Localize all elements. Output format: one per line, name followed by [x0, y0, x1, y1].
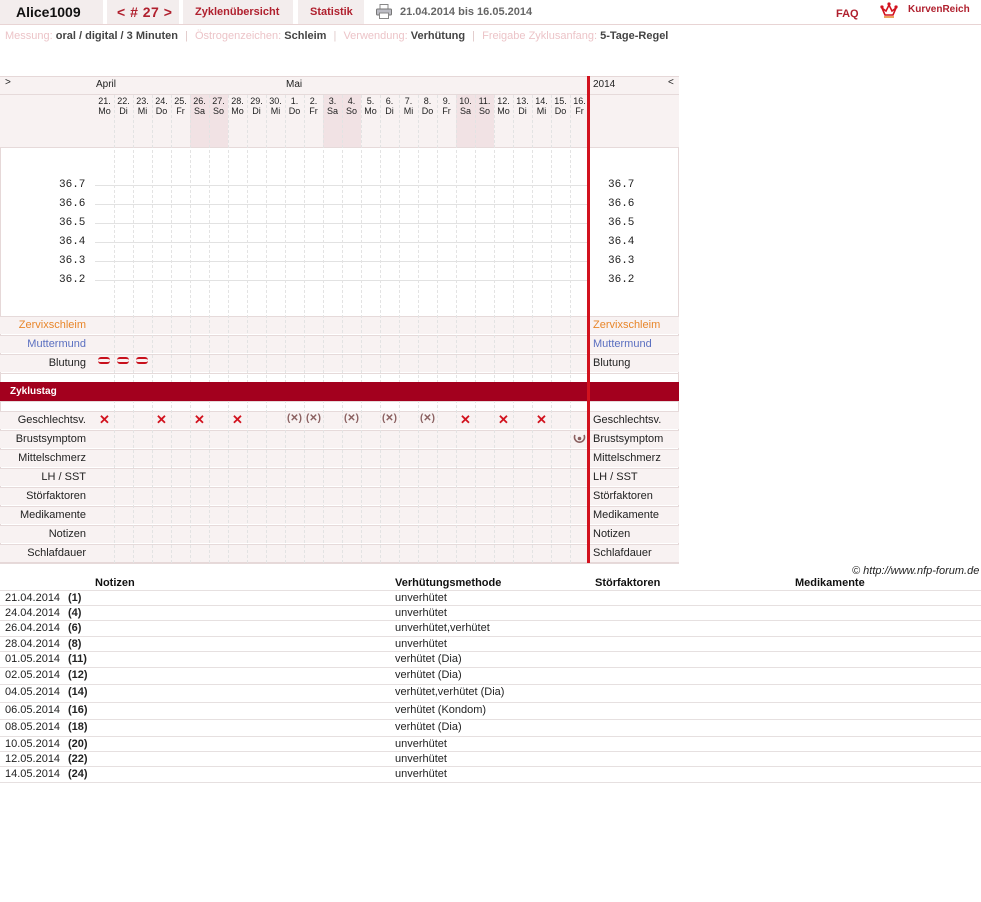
day-date[interactable]: 1.	[290, 96, 299, 106]
note-cycle-day: (4)	[68, 607, 82, 619]
today-marker-line	[587, 76, 590, 563]
day-weekday[interactable]: Do	[421, 106, 434, 116]
day-column-line	[171, 95, 172, 563]
temp-label-right: 36.2	[608, 274, 635, 286]
note-date: 28.04.2014	[5, 638, 61, 650]
day-weekday[interactable]: Sa	[193, 106, 205, 116]
day-column-line	[304, 95, 305, 563]
day-date[interactable]: 3.	[328, 96, 337, 106]
temp-label-left: 36.2	[59, 274, 86, 286]
temp-label-right: 36.6	[608, 198, 635, 210]
day-date[interactable]: 6.	[385, 96, 394, 106]
note-cycle-day: (20)	[68, 738, 88, 750]
note-row	[0, 590, 981, 606]
day-weekday[interactable]: Di	[252, 106, 261, 116]
day-date[interactable]: 13.	[516, 96, 529, 106]
note-date: 01.05.2014	[5, 653, 61, 665]
day-date[interactable]: 11.	[478, 96, 491, 106]
note-cycle-day: (6)	[68, 622, 82, 634]
note-date: 24.04.2014	[5, 607, 61, 619]
day-weekday[interactable]: Fr	[575, 106, 584, 116]
label-notizen: Notizen	[48, 528, 86, 540]
intercourse-unprotected-mark[interactable]: ✕	[156, 412, 167, 427]
day-date[interactable]: 7.	[404, 96, 413, 106]
username: Alice1009	[0, 0, 103, 24]
verwendung-value: Verhütung	[410, 30, 466, 42]
table-bottom-rule	[0, 782, 981, 783]
row-band	[0, 487, 679, 505]
intercourse-unprotected-mark[interactable]: ✕	[99, 412, 110, 427]
day-weekday[interactable]: Di	[518, 106, 527, 116]
row-divider	[0, 506, 679, 507]
logo-text[interactable]: KurvenReich	[908, 4, 970, 15]
note-date: 02.05.2014	[5, 669, 61, 681]
cycle-navigator[interactable]: < # 27 >	[107, 0, 179, 24]
note-method: unverhütet,verhütet	[395, 622, 490, 634]
printer-icon[interactable]	[376, 4, 392, 19]
day-weekday[interactable]: Di	[119, 106, 128, 116]
cycle-settings-bar	[5, 30, 668, 42]
bleeding-mark[interactable]	[98, 357, 110, 364]
row-divider	[0, 563, 679, 564]
day-date[interactable]: 4.	[347, 96, 356, 106]
day-column-line	[190, 95, 191, 563]
separator: |	[185, 30, 188, 42]
note-date: 10.05.2014	[5, 738, 61, 750]
day-weekday[interactable]: Mo	[98, 106, 111, 116]
note-method: verhütet (Dia)	[395, 669, 462, 681]
day-weekday[interactable]: So	[478, 106, 490, 116]
day-weekday[interactable]: Mo	[364, 106, 377, 116]
label-zervixschleim: Zervixschleim	[18, 319, 86, 331]
day-column-line	[456, 95, 457, 563]
intercourse-protected-mark[interactable]: (✕)	[286, 413, 303, 424]
day-weekday[interactable]: Do	[155, 106, 168, 116]
note-row	[0, 684, 981, 700]
chart-scroll-left[interactable]: <	[668, 77, 674, 88]
day-date[interactable]: 26.	[193, 96, 206, 106]
note-cycle-day: (11)	[68, 653, 87, 665]
day-date[interactable]: 14.	[535, 96, 548, 106]
label-lh-sst: LH / SST	[41, 471, 86, 483]
col-header-method: Verhütungsmethode	[395, 577, 502, 589]
day-date[interactable]: 8.	[423, 96, 432, 106]
day-date[interactable]: 10.	[459, 96, 472, 106]
label-schlafdauer-right: Schlafdauer	[593, 547, 652, 559]
row-divider	[0, 94, 679, 95]
row-divider	[0, 335, 679, 336]
intercourse-unprotected-mark[interactable]: ✕	[460, 412, 471, 427]
row-divider	[0, 147, 679, 148]
note-method: unverhütet	[395, 607, 447, 619]
intercourse-protected-mark[interactable]: (✕)	[381, 413, 398, 424]
intercourse-protected-mark[interactable]: (✕)	[419, 413, 436, 424]
note-row	[0, 751, 981, 767]
day-column-line	[532, 95, 533, 563]
label-zervixschleim-right: Zervixschleim	[593, 319, 661, 331]
col-header-stoerfaktoren: Störfaktoren	[595, 577, 661, 589]
note-cycle-day: (8)	[68, 638, 82, 650]
month-may: Mai	[286, 79, 303, 90]
day-column-line	[570, 95, 571, 563]
day-date[interactable]: 5.	[366, 96, 375, 106]
day-weekday[interactable]: Mi	[137, 106, 148, 116]
note-date: 12.05.2014	[5, 753, 61, 765]
day-column-line	[228, 95, 229, 563]
temp-label-left: 36.7	[59, 179, 86, 191]
label-blutung-right: Blutung	[593, 357, 631, 369]
day-date[interactable]: 25.	[174, 96, 187, 106]
day-weekday[interactable]: Mo	[497, 106, 510, 116]
label-mittelschmerz-right: Mittelschmerz	[593, 452, 661, 464]
note-row	[0, 651, 981, 667]
year-label: 2014	[593, 79, 616, 90]
row-divider	[0, 525, 679, 526]
note-date: 14.05.2014	[5, 768, 61, 780]
day-column-line	[247, 95, 248, 563]
day-column-line	[494, 95, 495, 563]
row-divider	[0, 354, 679, 355]
note-row	[0, 736, 981, 752]
label-mittelschmerz: Mittelschmerz	[18, 452, 86, 464]
day-column-line	[361, 95, 362, 563]
note-method: verhütet,verhütet (Dia)	[395, 686, 505, 698]
label-muttermund: Muttermund	[27, 338, 86, 350]
note-method: verhütet (Dia)	[395, 721, 462, 733]
label-medikamente: Medikamente	[19, 509, 86, 521]
temp-label-left: 36.6	[59, 198, 86, 210]
day-column-line	[209, 95, 210, 563]
day-column-line	[114, 95, 115, 563]
row-band	[0, 468, 679, 486]
row-band	[0, 316, 679, 334]
day-weekday[interactable]: Mi	[270, 106, 281, 116]
temp-label-right: 36.4	[608, 236, 635, 248]
freigabe-value: 5-Tage-Regel	[600, 30, 669, 42]
day-column-line	[551, 95, 552, 563]
note-method: unverhütet	[395, 753, 447, 765]
label-stoerfaktoren-right: Störfaktoren	[593, 490, 653, 502]
row-divider	[0, 373, 679, 374]
row-band	[0, 506, 679, 524]
note-method: unverhütet	[395, 768, 447, 780]
oestrogen-label: Östrogenzeichen:	[194, 30, 282, 42]
label-zyklustag: Zyklustag	[10, 386, 57, 397]
note-date: 08.05.2014	[5, 721, 61, 733]
messung-label: Messung:	[5, 30, 53, 42]
intercourse-unprotected-mark[interactable]: ✕	[194, 412, 205, 427]
note-row	[0, 719, 981, 735]
day-date[interactable]: 28.	[231, 96, 244, 106]
label-brustsymptom: Brustsymptom	[15, 433, 86, 445]
col-header-medikamente: Medikamente	[795, 577, 865, 589]
day-column-line	[513, 95, 514, 563]
temp-label-left: 36.5	[59, 217, 86, 229]
day-date[interactable]: 12.	[497, 96, 510, 106]
day-column-line	[342, 95, 343, 563]
day-date[interactable]: 21.	[98, 96, 111, 106]
day-column-line	[475, 95, 476, 563]
note-method: unverhütet	[395, 638, 447, 650]
day-column-line	[266, 95, 267, 563]
temp-label-right: 36.7	[608, 179, 635, 191]
day-weekday[interactable]: Sa	[459, 106, 471, 116]
note-method: unverhütet	[395, 592, 447, 604]
intercourse-protected-mark[interactable]: (✕)	[305, 413, 322, 424]
day-date[interactable]: 30.	[269, 96, 282, 106]
row-divider	[0, 487, 679, 488]
tab-statistics[interactable]: Statistik	[298, 0, 364, 24]
crown-logo-icon[interactable]	[880, 2, 898, 20]
label-schlafdauer: Schlafdauer	[27, 547, 86, 559]
day-date[interactable]: 16.	[573, 96, 586, 106]
note-row	[0, 766, 981, 782]
day-date[interactable]: 23.	[136, 96, 149, 106]
note-cycle-day: (22)	[68, 753, 88, 765]
note-cycle-day: (1)	[68, 592, 82, 604]
note-method: verhütet (Kondom)	[395, 704, 487, 716]
note-row	[0, 636, 981, 652]
day-weekday[interactable]: Fr	[176, 106, 185, 116]
row-band	[0, 525, 679, 543]
date-range: 21.04.2014 bis 16.05.2014	[400, 6, 533, 18]
separator: |	[472, 30, 476, 42]
tab-cycle-overview[interactable]: Zyklenübersicht	[183, 0, 293, 24]
row-divider	[0, 401, 679, 402]
col-header-notes: Notizen	[95, 577, 135, 589]
row-divider	[0, 449, 679, 450]
note-row	[0, 620, 981, 636]
temp-label-left: 36.3	[59, 255, 86, 267]
note-date: 26.04.2014	[5, 622, 61, 634]
verwendung-label: Verwendung:	[343, 30, 408, 42]
row-band	[0, 335, 679, 353]
note-date: 04.05.2014	[5, 686, 61, 698]
note-cycle-day: (16)	[68, 704, 88, 716]
day-column-line	[285, 95, 286, 563]
freigabe-label: Freigabe Zyklusanfang:	[482, 30, 598, 42]
label-geschlechtsverkehr: Geschlechtsv.	[17, 414, 86, 426]
day-column-line	[133, 95, 134, 563]
copyright: © http://www.nfp-forum.de	[852, 565, 980, 577]
day-weekday[interactable]: Do	[288, 106, 301, 116]
day-date[interactable]: 9.	[442, 96, 451, 106]
row-divider	[0, 544, 679, 545]
day-column-line	[437, 95, 438, 563]
note-cycle-day: (12)	[68, 669, 88, 681]
oestrogen-value: Schleim	[284, 30, 327, 42]
day-weekday[interactable]: So	[212, 106, 224, 116]
day-date[interactable]: 22.	[117, 96, 130, 106]
day-date[interactable]: 24.	[155, 96, 168, 106]
temp-label-right: 36.3	[608, 255, 635, 267]
day-column-line	[399, 95, 400, 563]
day-date[interactable]: 27.	[212, 96, 225, 106]
label-medikamente-right: Medikamente	[593, 509, 660, 521]
chart-scroll-right[interactable]: >	[5, 77, 11, 88]
messung-value: oral / digital / 3 Minuten	[55, 30, 178, 42]
row-divider	[0, 430, 679, 431]
day-weekday[interactable]: Di	[385, 106, 394, 116]
month-april: April	[96, 79, 117, 90]
row-band	[0, 544, 679, 562]
day-column-line	[323, 95, 324, 563]
intercourse-unprotected-mark[interactable]: ✕	[498, 412, 509, 427]
bleeding-mark[interactable]	[117, 357, 129, 364]
label-blutung: Blutung	[48, 357, 86, 369]
day-weekday[interactable]: Mi	[403, 106, 414, 116]
day-weekday[interactable]: Mi	[536, 106, 547, 116]
breast-symptom-icon[interactable]	[573, 432, 586, 445]
day-date[interactable]: 15.	[554, 96, 567, 106]
day-weekday[interactable]: So	[345, 106, 357, 116]
day-weekday[interactable]: Fr	[309, 106, 318, 116]
day-date[interactable]: 29.	[250, 96, 263, 106]
note-method: unverhütet	[395, 738, 447, 750]
temp-label-right: 36.5	[608, 217, 635, 229]
note-cycle-day: (24)	[68, 768, 88, 780]
temp-label-left: 36.4	[59, 236, 86, 248]
bleeding-mark[interactable]	[136, 357, 148, 364]
note-date: 06.05.2014	[5, 704, 61, 716]
label-geschlechtsverkehr-right: Geschlechtsv.	[593, 414, 662, 426]
note-cycle-day: (14)	[68, 686, 88, 698]
note-row	[0, 605, 981, 621]
intercourse-unprotected-mark[interactable]: ✕	[232, 412, 243, 427]
note-method: verhütet (Dia)	[395, 653, 462, 665]
note-date: 21.04.2014	[5, 592, 61, 604]
note-cycle-day: (18)	[68, 721, 88, 733]
day-weekday[interactable]: Do	[554, 106, 567, 116]
separator: |	[333, 30, 337, 42]
day-weekday[interactable]: Fr	[442, 106, 451, 116]
row-divider	[0, 468, 679, 469]
note-row	[0, 702, 981, 718]
day-date[interactable]: 2.	[309, 96, 318, 106]
label-notizen-right: Notizen	[593, 528, 631, 540]
intercourse-unprotected-mark[interactable]: ✕	[536, 412, 547, 427]
label-muttermund-right: Muttermund	[593, 338, 652, 350]
row-band	[0, 449, 679, 467]
day-weekday[interactable]: Mo	[231, 106, 244, 116]
label-lh-sst-right: LH / SST	[593, 471, 638, 483]
label-brustsymptom-right: Brustsymptom	[593, 433, 664, 445]
row-divider	[0, 316, 679, 317]
label-stoerfaktoren: Störfaktoren	[26, 490, 86, 502]
day-weekday[interactable]: Sa	[326, 106, 338, 116]
day-column-line	[152, 95, 153, 563]
day-column-line	[418, 95, 419, 563]
note-row	[0, 667, 981, 683]
intercourse-protected-mark[interactable]: (✕)	[343, 413, 360, 424]
faq-link[interactable]: FAQ	[836, 8, 859, 20]
day-column-line	[380, 95, 381, 563]
cycle-day-bar	[0, 382, 679, 401]
